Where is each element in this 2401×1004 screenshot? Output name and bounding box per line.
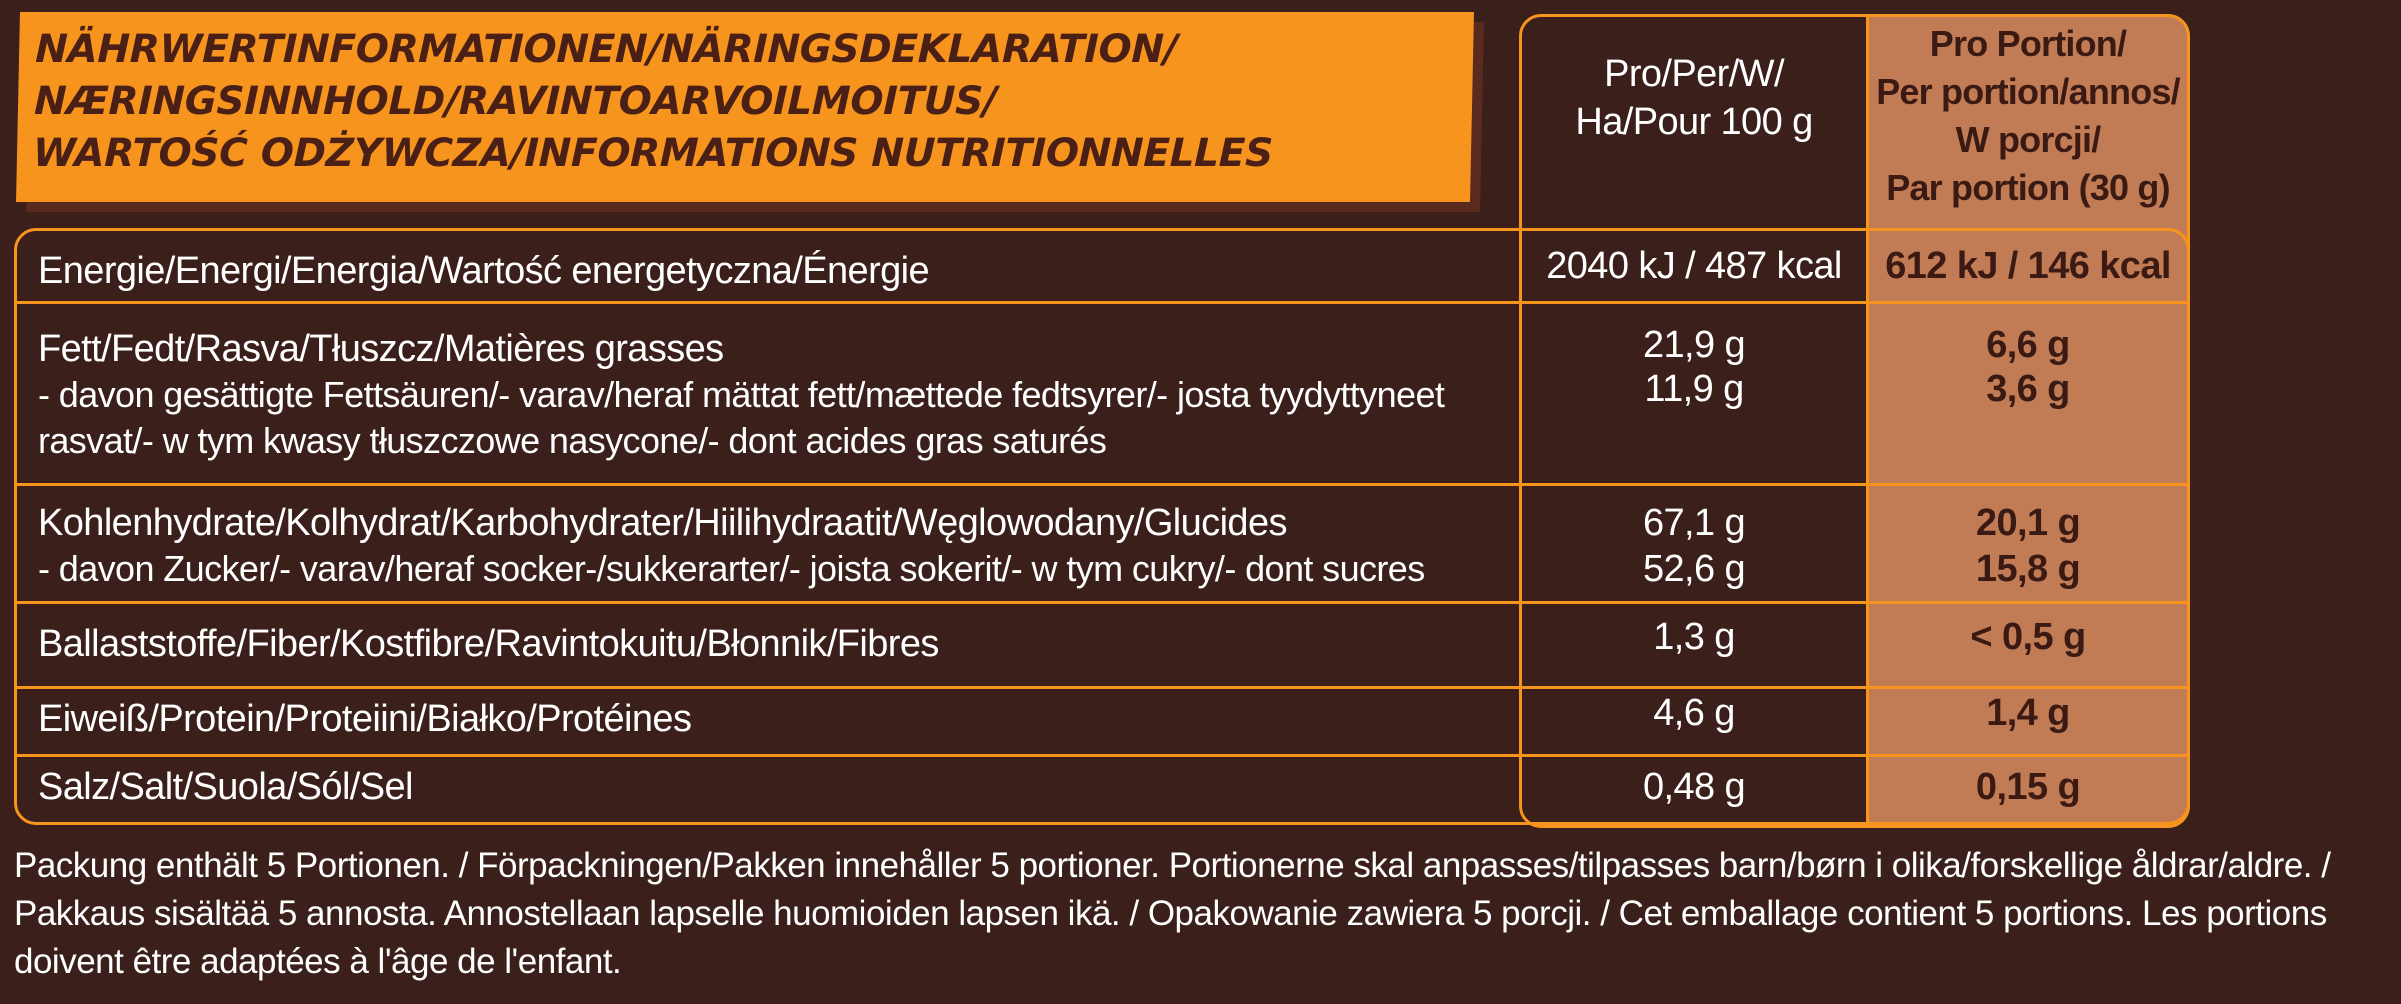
fat-per-100g: 21,9 g bbox=[1642, 324, 1746, 366]
protein-per-portion: 1,4 g bbox=[1986, 692, 2070, 734]
sugars-per-portion: 15,8 g bbox=[1975, 548, 2081, 590]
sugars-label: - davon Zucker/- varav/heraf socker-/sukkerarter/- joista sokerit/- w tym cukry/- dont sucres bbox=[38, 548, 1425, 589]
sugars-per-100g: 52,6 g bbox=[1642, 548, 1746, 590]
row-separator bbox=[14, 301, 2190, 304]
title-banner bbox=[16, 12, 1474, 202]
row-separator bbox=[14, 601, 2190, 604]
energy-per-100g: 2040 kJ / 487 kcal bbox=[1546, 245, 1842, 287]
carbohydrate-per-portion: 20,1 g bbox=[1975, 502, 2081, 544]
protein-per-100g: 4,6 g bbox=[1653, 692, 1735, 734]
title-line: NÆRINGSINNHOLD/RAVINTOARVOILMOITUS/ bbox=[33, 79, 998, 124]
title-line: NÄHRWERTINFORMATIONEN/NÄRINGSDEKLARATION/ bbox=[34, 27, 1179, 72]
header-line: W porcji/ bbox=[1955, 119, 2101, 160]
footnote-line: doivent être adaptées à l'âge de l'enfant. bbox=[14, 942, 622, 981]
header-line: Par portion (30 g) bbox=[1886, 167, 2170, 208]
carbohydrate-per-100g: 67,1 g bbox=[1642, 502, 1746, 544]
portion-footnote bbox=[14, 842, 2394, 986]
energy-label: Energie/Energi/Energia/Wartość energetyczna/Énergie bbox=[38, 250, 930, 292]
salt-per-portion: 0,15 g bbox=[1975, 766, 2081, 808]
protein-label: Eiweiß/Protein/Proteiini/Białko/Protéines bbox=[38, 698, 692, 740]
header-line: Ha/Pour 100 g bbox=[1575, 101, 1813, 143]
salt-per-100g: 0,48 g bbox=[1642, 766, 1746, 808]
saturated-fat-label-continued: rasvat/- w tym kwasy tłuszczowe nasycone/- dont acides gras saturés bbox=[38, 420, 1107, 461]
header-line: Pro Portion/ bbox=[1929, 23, 2127, 64]
footnote-line: Packung enthält 5 Portionen. / Förpackningen/Pakken innehåller 5 portioner. Portionerne skal anpasses/tilpasses barn/børn i olika/forskellige åldrar/aldre. / bbox=[14, 846, 2331, 885]
footnote-line: Pakkaus sisältää 5 annosta. Annostellaan lapselle huomioiden lapsen ikä. / Opakowanie zawiera 5 porcji. / Cet emballage contient 5 portions. Les portions bbox=[14, 894, 2327, 933]
fibre-per-portion: < 0,5 g bbox=[1970, 616, 2086, 658]
fat-label: Fett/Fedt/Rasva/Tłuszcz/Matières grasses bbox=[38, 328, 724, 370]
row-separator bbox=[14, 754, 2190, 757]
header-per-portion bbox=[1869, 20, 2187, 212]
fibre-per-100g: 1,3 g bbox=[1653, 616, 1735, 658]
row-separator bbox=[14, 483, 2190, 486]
fat-per-portion: 6,6 g bbox=[1986, 324, 2070, 366]
saturated-fat-per-portion: 3,6 g bbox=[1986, 368, 2070, 410]
header-per-100g bbox=[1522, 50, 1866, 146]
header-line: Per portion/annos/ bbox=[1876, 71, 2180, 112]
energy-per-portion: 612 kJ / 146 kcal bbox=[1885, 245, 2171, 287]
carbohydrate-label: Kohlenhydrate/Kolhydrat/Karbohydrater/Hiilihydraatit/Węglowodany/Glucides bbox=[38, 502, 1287, 544]
saturated-fat-label: - davon gesättigte Fettsäuren/- varav/heraf mättat fett/mættede fedtsyrer/- josta tyydyttyneet bbox=[38, 374, 1445, 415]
saturated-fat-per-100g: 11,9 g bbox=[1644, 368, 1744, 410]
fibre-label: Ballaststoffe/Fiber/Kostfibre/Ravintokuitu/Błonnik/Fibres bbox=[38, 623, 939, 665]
row-separator bbox=[14, 686, 2190, 689]
title-line: WARTOŚĆ ODŻYWCZA/INFORMATIONS NUTRITIONNELLES bbox=[32, 131, 1274, 176]
salt-label: Salz/Salt/Suola/Sól/Sel bbox=[38, 766, 413, 808]
header-line: Pro/Per/W/ bbox=[1604, 53, 1784, 95]
